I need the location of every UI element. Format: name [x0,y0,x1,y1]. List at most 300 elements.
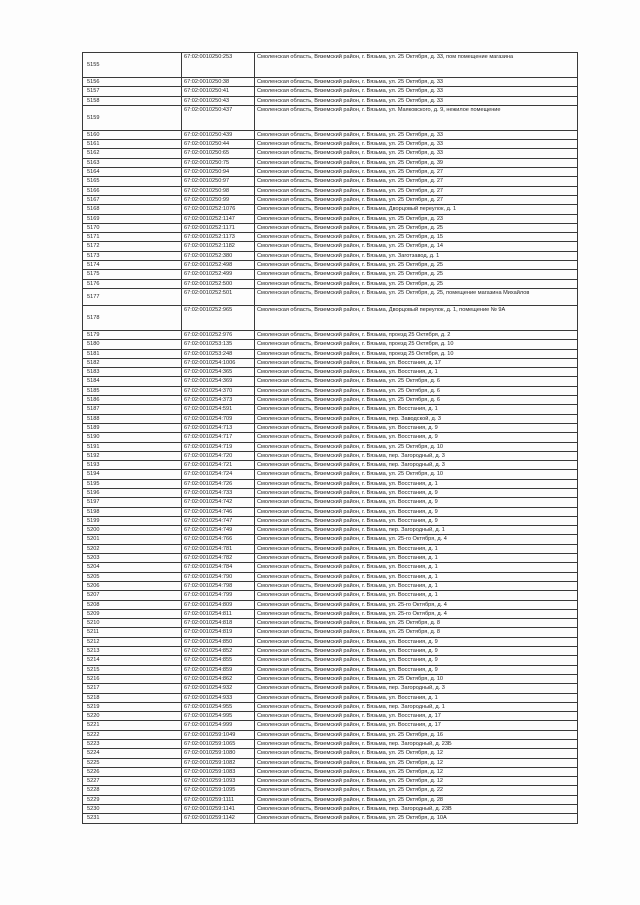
table-row [83,581,578,590]
cadastral-number-cell: 67:02:0010254:859 [182,665,255,674]
cadastral-number-cell: 67:02:0010250:253 [182,53,255,78]
row-number-cell: 5221 [83,721,182,730]
table-row [83,451,578,460]
table-row [83,279,578,288]
address-cell: Смоленская область, Вяземский район, г. Вязьма, пер. Загородный, д. 1 [255,526,578,535]
address-cell: Смоленская область, Вяземский район, г. Вязьма, ул. 25 Октября, д. 25 [255,223,578,232]
table-row [83,340,578,349]
cadastral-number-cell: 67:02:0010252:976 [182,330,255,339]
address-cell: Смоленская область, Вяземский район, г. Вязьма, ул. 25 Октября, д. 10А [255,814,578,823]
cadastral-number-cell: 67:02:0010254:811 [182,609,255,618]
cadastral-number-cell: 67:02:0010254:799 [182,591,255,600]
row-number-cell: 5182 [83,358,182,367]
table-row [83,349,578,358]
row-number-cell: 5180 [83,340,182,349]
row-number-cell: 5227 [83,777,182,786]
cadastral-number-cell: 67:02:0010254:709 [182,414,255,423]
cadastral-number-cell: 67:02:0010254:855 [182,656,255,665]
cadastral-number-cell: 67:02:0010259:1049 [182,730,255,739]
row-number-cell: 5224 [83,749,182,758]
row-number-cell: 5202 [83,544,182,553]
row-number-cell: 5174 [83,261,182,270]
row-number-cell: 5193 [83,461,182,470]
row-number-cell: 5168 [83,205,182,214]
table-row [83,777,578,786]
table-row [83,674,578,683]
address-cell: Смоленская область, Вяземский район, г. Вязьма, ул. 25 Октября, д. 15 [255,233,578,242]
cadastral-number-cell: 67:02:0010252:501 [182,288,255,305]
table-row [83,526,578,535]
address-cell: Смоленская область, Вяземский район, г. Вязьма, проезд 25 Октября, д. 2 [255,330,578,339]
table-row [83,223,578,232]
table-row [83,702,578,711]
address-cell: Смоленская область, Вяземский район, г. Вязьма, ул. 25 Октября, д. 12 [255,758,578,767]
row-number-cell: 5178 [83,305,182,330]
row-number-cell: 5231 [83,814,182,823]
table-row [83,656,578,665]
row-number-cell: 5179 [83,330,182,339]
row-number-cell: 5209 [83,609,182,618]
row-number-cell: 5198 [83,507,182,516]
address-cell: Смоленская область, Вяземский район, г. Вязьма, ул. 25 Октября, д. 22 [255,786,578,795]
table-row [83,242,578,251]
address-cell: Смоленская область, Вяземский район, г. Вязьма, ул. Восстания, д. 9 [255,507,578,516]
cadastral-number-cell: 67:02:0010254:719 [182,442,255,451]
row-number-cell: 5206 [83,581,182,590]
address-cell: Смоленская область, Вяземский район, г. Вязьма, ул. 25 Октября, д. 8 [255,619,578,628]
row-number-cell: 5211 [83,628,182,637]
address-cell: Смоленская область, Вяземский район, г. Вязьма, пер. Загородный, д. 3 [255,461,578,470]
row-number-cell: 5197 [83,498,182,507]
cadastral-number-cell: 67:02:0010254:850 [182,637,255,646]
cadastral-number-cell: 67:02:0010254:932 [182,684,255,693]
row-number-cell: 5194 [83,470,182,479]
register-body [83,53,578,824]
address-cell: Смоленская область, Вяземский район, г. Вязьма, ул. 25-го Октября, д. 4 [255,609,578,618]
cadastral-number-cell: 67:02:0010254:373 [182,396,255,405]
row-number-cell: 5213 [83,647,182,656]
cadastral-number-cell: 67:02:0010254:726 [182,479,255,488]
row-number-cell: 5223 [83,740,182,749]
address-cell: Смоленская область, Вяземский район, г. Вязьма, пер. Загородный, д. 3 [255,684,578,693]
table-row [83,507,578,516]
row-number-cell: 5175 [83,270,182,279]
table-row [83,609,578,618]
cadastral-number-cell: 67:02:0010254:724 [182,470,255,479]
table-row [83,168,578,177]
row-number-cell: 5212 [83,637,182,646]
address-cell: Смоленская область, Вяземский район, г. Вязьма, ул. 25 Октября, д. 33 [255,96,578,105]
cadastral-number-cell: 67:02:0010250:65 [182,149,255,158]
cadastral-number-cell: 67:02:0010254:721 [182,461,255,470]
table-row [83,288,578,305]
cadastral-number-cell: 67:02:0010254:862 [182,674,255,683]
property-register-table [82,52,578,824]
address-cell: Смоленская область, Вяземский район, г. Вязьма, ул. Восстания, д. 9 [255,433,578,442]
address-cell: Смоленская область, Вяземский район, г. Вязьма, ул. 25 Октября, д. 33 [255,87,578,96]
table-row [83,767,578,776]
cadastral-number-cell: 67:02:0010254:720 [182,451,255,460]
table-row [83,563,578,572]
row-number-cell: 5195 [83,479,182,488]
table-row [83,87,578,96]
table-row [83,214,578,223]
row-number-cell: 5192 [83,451,182,460]
table-row [83,684,578,693]
address-cell: Смоленская область, Вяземский район, г. Вязьма, ул. 25 Октября, д. 25 [255,261,578,270]
table-row [83,572,578,581]
row-number-cell: 5218 [83,693,182,702]
table-row [83,814,578,823]
row-number-cell: 5203 [83,554,182,563]
cadastral-number-cell: 67:02:0010254:717 [182,433,255,442]
address-cell: Смоленская область, Вяземский район, г. Вязьма, Дворцовый переулок, д. 1, помещение № 9А [255,305,578,330]
table-row [83,637,578,646]
cadastral-number-cell: 67:02:0010250:97 [182,177,255,186]
row-number-cell: 5155 [83,53,182,78]
address-cell: Смоленская область, Вяземский район, г. Вязьма, ул. Восстания, д. 9 [255,637,578,646]
row-number-cell: 5172 [83,242,182,251]
address-cell: Смоленская область, Вяземский район, г. Вязьма, ул. 25 Октября, д. 14 [255,242,578,251]
address-cell: Смоленская область, Вяземский район, г. Вязьма, ул. Восстания, д. 17 [255,358,578,367]
address-cell: Смоленская область, Вяземский район, г. Вязьма, ул. 25 Октября, д. 6 [255,396,578,405]
cadastral-number-cell: 67:02:0010254:369 [182,377,255,386]
row-number-cell: 5189 [83,423,182,432]
row-number-cell: 5161 [83,140,182,149]
address-cell: Смоленская область, Вяземский район, г. Вязьма, ул. Восстания, д. 1 [255,563,578,572]
address-cell: Смоленская область, Вяземский район, г. Вязьма, ул. 25 Октября, д. 25 [255,279,578,288]
table-row [83,433,578,442]
row-number-cell: 5157 [83,87,182,96]
cadastral-number-cell: 67:02:0010254:818 [182,619,255,628]
row-number-cell: 5230 [83,805,182,814]
row-number-cell: 5170 [83,223,182,232]
row-number-cell: 5188 [83,414,182,423]
row-number-cell: 5216 [83,674,182,683]
table-row [83,554,578,563]
row-number-cell: 5163 [83,158,182,167]
table-row [83,442,578,451]
address-cell: Смоленская область, Вяземский район, г. Вязьма, ул. 25 Октября, д. 27 [255,168,578,177]
row-number-cell: 5167 [83,195,182,204]
cadastral-number-cell: 67:02:0010259:1093 [182,777,255,786]
cadastral-number-cell: 67:02:0010252:1076 [182,205,255,214]
address-cell: Смоленская область, Вяземский район, г. Вязьма, ул. 25 Октября, д. 33, пом помещение магазина [255,53,578,78]
cadastral-number-cell: 67:02:0010254:749 [182,526,255,535]
cadastral-number-cell: 67:02:0010250:75 [182,158,255,167]
cadastral-number-cell: 67:02:0010254:766 [182,535,255,544]
address-cell: Смоленская область, Вяземский район, г. Вязьма, ул. Восстания, д. 1 [255,405,578,414]
address-cell: Смоленская область, Вяземский район, г. Вязьма, ул. Восстания, д. 9 [255,423,578,432]
table-row [83,205,578,214]
row-number-cell: 5225 [83,758,182,767]
row-number-cell: 5208 [83,600,182,609]
row-number-cell: 5186 [83,396,182,405]
row-number-cell: 5217 [83,684,182,693]
address-cell: Смоленская область, Вяземский район, г. Вязьма, ул. 25 Октября, д. 6 [255,377,578,386]
table-row [83,330,578,339]
cadastral-number-cell: 67:02:0010250:439 [182,130,255,139]
cadastral-number-cell: 67:02:0010252:500 [182,279,255,288]
address-cell: Смоленская область, Вяземский район, г. Вязьма, ул. Восстания, д. 9 [255,498,578,507]
row-number-cell: 5166 [83,186,182,195]
cadastral-number-cell: 67:02:0010254:733 [182,488,255,497]
address-cell: Смоленская область, Вяземский район, г. Вязьма, ул. Восстания, д. 1 [255,581,578,590]
table-row [83,158,578,167]
table-row [83,758,578,767]
cadastral-number-cell: 67:02:0010254:742 [182,498,255,507]
table-row [83,358,578,367]
cadastral-number-cell: 67:02:0010250:94 [182,168,255,177]
address-cell: Смоленская область, Вяземский район, г. Вязьма, ул. 25 Октября, д. 12 [255,749,578,758]
row-number-cell: 5158 [83,96,182,105]
cadastral-number-cell: 67:02:0010254:784 [182,563,255,572]
address-cell: Смоленская область, Вяземский район, г. Вязьма, проезд 25 Октября, д. 10 [255,349,578,358]
table-row [83,730,578,739]
cadastral-number-cell: 67:02:0010254:995 [182,712,255,721]
address-cell: Смоленская область, Вяземский район, г. Вязьма, ул. 25 Октября, д. 33 [255,149,578,158]
address-cell: Смоленская область, Вяземский район, г. Вязьма, пер. Загородный, д. 23В [255,805,578,814]
cadastral-number-cell: 67:02:0010254:370 [182,386,255,395]
address-cell: Смоленская область, Вяземский район, г. Вязьма, ул. Заготзавод, д. 1 [255,251,578,260]
table-row [83,305,578,330]
address-cell: Смоленская область, Вяземский район, г. Вязьма, проезд 25 Октября, д. 10 [255,340,578,349]
row-number-cell: 5169 [83,214,182,223]
table-row [83,665,578,674]
cadastral-number-cell: 67:02:0010259:1095 [182,786,255,795]
address-cell: Смоленская область, Вяземский район, г. Вязьма, пер. Загородный, д. 1 [255,702,578,711]
address-cell: Смоленская область, Вяземский район, г. Вязьма, ул. Восстания, д. 1 [255,554,578,563]
address-cell: Смоленская область, Вяземский район, г. Вязьма, ул. Восстания, д. 9 [255,665,578,674]
table-row [83,470,578,479]
cadastral-number-cell: 67:02:0010254:591 [182,405,255,414]
row-number-cell: 5171 [83,233,182,242]
table-row [83,386,578,395]
address-cell: Смоленская область, Вяземский район, г. Вязьма, ул. Восстания, д. 17 [255,712,578,721]
row-number-cell: 5165 [83,177,182,186]
cadastral-number-cell: 67:02:0010259:1142 [182,814,255,823]
address-cell: Смоленская область, Вяземский район, г. Вязьма, ул. 25 Октября, д. 27 [255,177,578,186]
address-cell: Смоленская область, Вяземский район, г. Вязьма, ул. Восстания, д. 1 [255,479,578,488]
address-cell: Смоленская область, Вяземский район, г. Вязьма, ул. Восстания, д. 1 [255,693,578,702]
row-number-cell: 5190 [83,433,182,442]
address-cell: Смоленская область, Вяземский район, г. Вязьма, пер. Загородный, д. 23Б [255,740,578,749]
address-cell: Смоленская область, Вяземский район, г. Вязьма, ул. Восстания, д. 9 [255,516,578,525]
cadastral-number-cell: 67:02:0010250:41 [182,87,255,96]
row-number-cell: 5199 [83,516,182,525]
row-number-cell: 5228 [83,786,182,795]
table-row [83,693,578,702]
cadastral-number-cell: 67:02:0010259:1065 [182,740,255,749]
address-cell: Смоленская область, Вяземский район, г. Вязьма, ул. 25 Октября, д. 25, помещение магазина Михайлов [255,288,578,305]
table-row [83,423,578,432]
table-row [83,251,578,260]
row-number-cell: 5160 [83,130,182,139]
address-cell: Смоленская область, Вяземский район, г. Вязьма, ул. 25 Октября, д. 10 [255,442,578,451]
address-cell: Смоленская область, Вяземский район, г. Вязьма, ул. 25 Октября, д. 12 [255,777,578,786]
table-row [83,396,578,405]
cadastral-number-cell: 67:02:0010254:747 [182,516,255,525]
table-row [83,795,578,804]
address-cell: Смоленская область, Вяземский район, г. Вязьма, ул. Восстания, д. 17 [255,721,578,730]
address-cell: Смоленская область, Вяземский район, г. Вязьма, ул. 25 Октября, д. 39 [255,158,578,167]
table-row [83,535,578,544]
cadastral-number-cell: 67:02:0010254:1006 [182,358,255,367]
address-cell: Смоленская область, Вяземский район, г. Вязьма, ул. Восстания, д. 9 [255,647,578,656]
cadastral-number-cell: 67:02:0010250:437 [182,105,255,130]
cadastral-number-cell: 67:02:0010254:852 [182,647,255,656]
table-row [83,647,578,656]
table-row [83,78,578,87]
cadastral-number-cell: 67:02:0010250:44 [182,140,255,149]
row-number-cell: 5181 [83,349,182,358]
row-number-cell: 5220 [83,712,182,721]
cadastral-number-cell: 67:02:0010254:933 [182,693,255,702]
row-number-cell: 5210 [83,619,182,628]
address-cell: Смоленская область, Вяземский район, г. Вязьма, пер. Заводской, д. 3 [255,414,578,423]
table-row [83,712,578,721]
address-cell: Смоленская область, Вяземский район, г. Вязьма, ул. Восстания, д. 9 [255,488,578,497]
table-row [83,600,578,609]
address-cell: Смоленская область, Вяземский район, г. Вязьма, ул. 25 Октября, д. 10 [255,674,578,683]
address-cell: Смоленская область, Вяземский район, г. Вязьма, ул. 25 Октября, д. 33 [255,130,578,139]
row-number-cell: 5156 [83,78,182,87]
address-cell: Смоленская область, Вяземский район, г. Вязьма, ул. Восстания, д. 1 [255,544,578,553]
row-number-cell: 5222 [83,730,182,739]
address-cell: Смоленская область, Вяземский район, г. Вязьма, ул. 25 Октября, д. 16 [255,730,578,739]
table-row [83,270,578,279]
cadastral-number-cell: 67:02:0010254:746 [182,507,255,516]
table-row [83,377,578,386]
address-cell: Смоленская область, Вяземский район, г. Вязьма, ул. Маяковского, д. 9, нежилое помещение [255,105,578,130]
cadastral-number-cell: 67:02:0010252:499 [182,270,255,279]
row-number-cell: 5177 [83,288,182,305]
address-cell: Смоленская область, Вяземский район, г. Вязьма, пер. Загородный, д. 3 [255,451,578,460]
address-cell: Смоленская область, Вяземский район, г. Вязьма, ул. 25 Октября, д. 12 [255,767,578,776]
table-row [83,233,578,242]
table-row [83,140,578,149]
table-row [83,479,578,488]
table-row [83,488,578,497]
table-row [83,498,578,507]
address-cell: Смоленская область, Вяземский район, г. Вязьма, ул. 25 Октября, д. 27 [255,195,578,204]
row-number-cell: 5200 [83,526,182,535]
address-cell: Смоленская область, Вяземский район, г. Вязьма, ул. 25 Октября, д. 27 [255,186,578,195]
table-row [83,368,578,377]
row-number-cell: 5185 [83,386,182,395]
cadastral-number-cell: 67:02:0010259:1141 [182,805,255,814]
address-cell: Смоленская область, Вяземский район, г. Вязьма, ул. Восстания, д. 9 [255,656,578,665]
address-cell: Смоленская область, Вяземский район, г. Вязьма, ул. 25 Октября, д. 33 [255,78,578,87]
address-cell: Смоленская область, Вяземский район, г. Вязьма, ул. Восстания, д. 1 [255,368,578,377]
address-cell: Смоленская область, Вяземский район, г. Вязьма, ул. 25-го Октября, д. 4 [255,535,578,544]
table-row [83,186,578,195]
address-cell: Смоленская область, Вяземский район, г. Вязьма, ул. Восстания, д. 1 [255,591,578,600]
cadastral-number-cell: 67:02:0010250:43 [182,96,255,105]
row-number-cell: 5183 [83,368,182,377]
row-number-cell: 5215 [83,665,182,674]
address-cell: Смоленская область, Вяземский район, г. Вязьма, ул. 25 Октября, д. 6 [255,386,578,395]
cadastral-number-cell: 67:02:0010259:1082 [182,758,255,767]
cadastral-number-cell: 67:02:0010254:798 [182,581,255,590]
row-number-cell: 5162 [83,149,182,158]
row-number-cell: 5229 [83,795,182,804]
cadastral-number-cell: 67:02:0010252:498 [182,261,255,270]
address-cell: Смоленская область, Вяземский район, г. Вязьма, ул. 25 Октября, д. 8 [255,628,578,637]
cadastral-number-cell: 67:02:0010252:1182 [182,242,255,251]
table-row [83,461,578,470]
cadastral-number-cell: 67:02:0010259:1080 [182,749,255,758]
row-number-cell: 5164 [83,168,182,177]
address-cell: Смоленская область, Вяземский район, г. Вязьма, ул. 25-го Октября, д. 4 [255,600,578,609]
table-row [83,405,578,414]
table-row [83,177,578,186]
cadastral-number-cell: 67:02:0010254:790 [182,572,255,581]
address-cell: Смоленская область, Вяземский район, г. Вязьма, ул. 25 Октября, д. 33 [255,140,578,149]
row-number-cell: 5187 [83,405,182,414]
row-number-cell: 5159 [83,105,182,130]
cadastral-number-cell: 67:02:0010259:1111 [182,795,255,804]
cadastral-number-cell: 67:02:0010250:99 [182,195,255,204]
row-number-cell: 5205 [83,572,182,581]
cadastral-number-cell: 67:02:0010252:1147 [182,214,255,223]
cadastral-number-cell: 67:02:0010250:38 [182,78,255,87]
row-number-cell: 5204 [83,563,182,572]
table-row [83,96,578,105]
cadastral-number-cell: 67:02:0010253:248 [182,349,255,358]
table-row [83,516,578,525]
table-row [83,53,578,78]
cadastral-number-cell: 67:02:0010254:782 [182,554,255,563]
cadastral-number-cell: 67:02:0010252:965 [182,305,255,330]
cadastral-number-cell: 67:02:0010252:380 [182,251,255,260]
row-number-cell: 5226 [83,767,182,776]
table-row [83,105,578,130]
row-number-cell: 5207 [83,591,182,600]
cadastral-number-cell: 67:02:0010252:1171 [182,223,255,232]
table-row [83,414,578,423]
row-number-cell: 5191 [83,442,182,451]
row-number-cell: 5184 [83,377,182,386]
cadastral-number-cell: 67:02:0010254:819 [182,628,255,637]
row-number-cell: 5201 [83,535,182,544]
address-cell: Смоленская область, Вяземский район, г. Вязьма, ул. 25 Октября, д. 28 [255,795,578,804]
table-row [83,805,578,814]
row-number-cell: 5214 [83,656,182,665]
row-number-cell: 5173 [83,251,182,260]
cadastral-number-cell: 67:02:0010254:713 [182,423,255,432]
cadastral-number-cell: 67:02:0010253:135 [182,340,255,349]
cadastral-number-cell: 67:02:0010252:1173 [182,233,255,242]
cadastral-number-cell: 67:02:0010250:98 [182,186,255,195]
table-row [83,591,578,600]
table-row [83,544,578,553]
address-cell: Смоленская область, Вяземский район, г. Вязьма, ул. 25 Октября, д. 10 [255,470,578,479]
table-row [83,721,578,730]
address-cell: Смоленская область, Вяземский район, г. Вязьма, ул. 25 Октября, д. 25 [255,270,578,279]
row-number-cell: 5176 [83,279,182,288]
table-row [83,749,578,758]
address-cell: Смоленская область, Вяземский район, г. Вязьма, Дворцовый переулок, д. 1 [255,205,578,214]
cadastral-number-cell: 67:02:0010254:999 [182,721,255,730]
row-number-cell: 5196 [83,488,182,497]
cadastral-number-cell: 67:02:0010254:809 [182,600,255,609]
cadastral-number-cell: 67:02:0010254:955 [182,702,255,711]
address-cell: Смоленская область, Вяземский район, г. Вязьма, ул. 25 Октября, д. 23 [255,214,578,223]
table-row [83,195,578,204]
table-row [83,628,578,637]
table-row [83,149,578,158]
